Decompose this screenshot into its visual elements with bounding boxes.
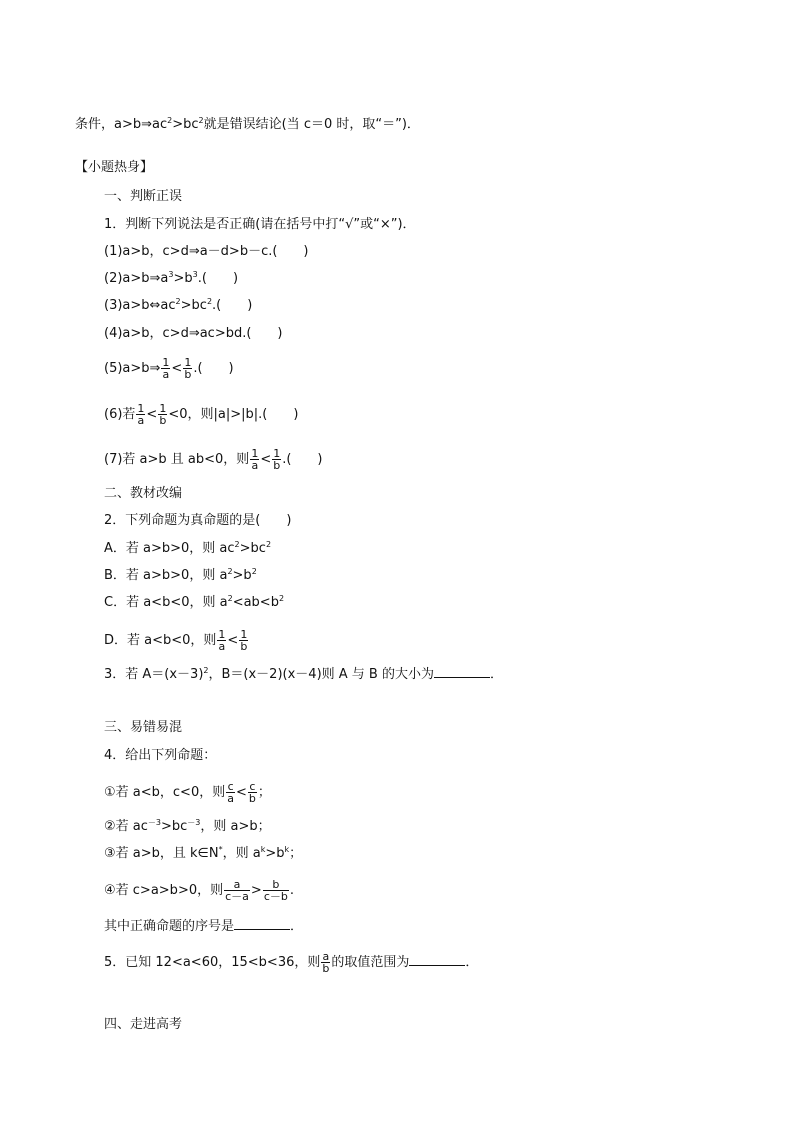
fraction: $\frac{a}{b}$	[322, 950, 330, 975]
option-d: D．若 a<b<0，则 $\frac{1}{a}$ < $\frac{1}{b}$	[104, 628, 248, 653]
judge-item-5: (5)a>b⇒ $\frac{1}{a}$ < $\frac{1}{b}$ .( )	[104, 356, 234, 381]
fraction: $\frac{1}{b}$	[184, 356, 192, 381]
fraction: $\frac{1}{b}$	[273, 447, 281, 472]
question-2: 2．下列命题为真命题的是( )	[104, 513, 292, 528]
part2-title: 二、教材改编	[104, 486, 183, 501]
judge-item-7: (7)若 a>b 且 ab<0，则 $\frac{1}{a}$ < $\frac{1}{b}$ .( )	[104, 447, 323, 472]
proposition-3: ③若 a>b，且 k∈N*，则 $a^k>b^k$；	[104, 845, 303, 861]
answer-blank	[234, 917, 290, 930]
fraction: $\frac{1}{b}$	[159, 402, 167, 427]
judge-item-6: (6)若 $\frac{1}{a}$ < $\frac{1}{b}$ <0，则|a|>|b|.( )	[104, 402, 299, 427]
fraction: $\frac{1}{b}$	[240, 628, 248, 653]
part3-title: 三、易错易混	[104, 720, 183, 735]
fraction: $\frac{1}{a}$	[137, 402, 145, 427]
part4-title: 四、走进高考	[104, 1017, 183, 1032]
fraction: $\frac{1}{a}$	[218, 628, 226, 653]
question-5: 5．已知 12<a<60，15<b<36，则 $\frac{a}{b}$ 的取值范围为 ．	[104, 950, 479, 975]
answer-blank	[409, 953, 465, 966]
question-4: 4．给出下列命题：	[104, 748, 217, 763]
question-1: 1．判断下列说法是否正确(请在括号中打“√”或“×”)．	[104, 217, 416, 232]
judge-item-2: $(2)a>b\Rightarrow a^3>b^3$.( )	[104, 270, 239, 286]
intro-line: 条件，$a>b\Rightarrow ac^2>bc^2$就是错误结论(当 c＝0 时，取“＝”)．	[75, 116, 420, 132]
fraction: $\frac{1}{a}$	[162, 356, 170, 381]
proposition-4: ④若 c>a>b>0，则 $\frac{a}{c-a}$ > $\frac{b}{c-b}$ .	[104, 878, 294, 903]
fraction: $\frac{c}{a}$	[227, 780, 234, 805]
question-4-tail: 其中正确命题的序号是 ．	[104, 919, 304, 934]
proposition-1: ①若 a<b，c<0，则 $\frac{c}{a}$ < $\frac{c}{b}$ ；	[104, 780, 271, 805]
option-b: B．若 a>b>0，则 $a^2>b^2$	[104, 567, 257, 583]
option-c: C．若 a<b<0，则 $a^2<ab<b^2$	[104, 594, 285, 610]
judge-item-4: (4)a>b，c>d⇒ac>bd.( )	[104, 326, 283, 341]
fraction: $\frac{b}{c-b}$	[263, 878, 288, 903]
section-title: 【小题热身】	[75, 160, 154, 175]
judge-item-3: $(3)a>b\Leftrightarrow ac^2>bc^2$.( )	[104, 297, 253, 313]
fraction: $\frac{c}{b}$	[248, 780, 256, 805]
fraction: $\frac{a}{c-a}$	[225, 878, 249, 903]
proposition-2: ②若 $ac^{-3}>bc^{-3}$，则 a>b；	[104, 818, 271, 834]
option-a: A．若 a>b>0，则 $ac^2>bc^2$	[104, 540, 272, 556]
part1-title: 一、判断正误	[104, 189, 183, 204]
fraction: $\frac{1}{a}$	[251, 447, 259, 472]
question-3: 3．若 $A=(x-3)^2$，B＝(x－2)(x－4)则 A 与 B 的大小为 ．	[104, 666, 503, 682]
answer-blank	[434, 665, 490, 678]
judge-item-1: (1)a>b，c>d⇒a－d>b－c.( )	[104, 244, 309, 259]
